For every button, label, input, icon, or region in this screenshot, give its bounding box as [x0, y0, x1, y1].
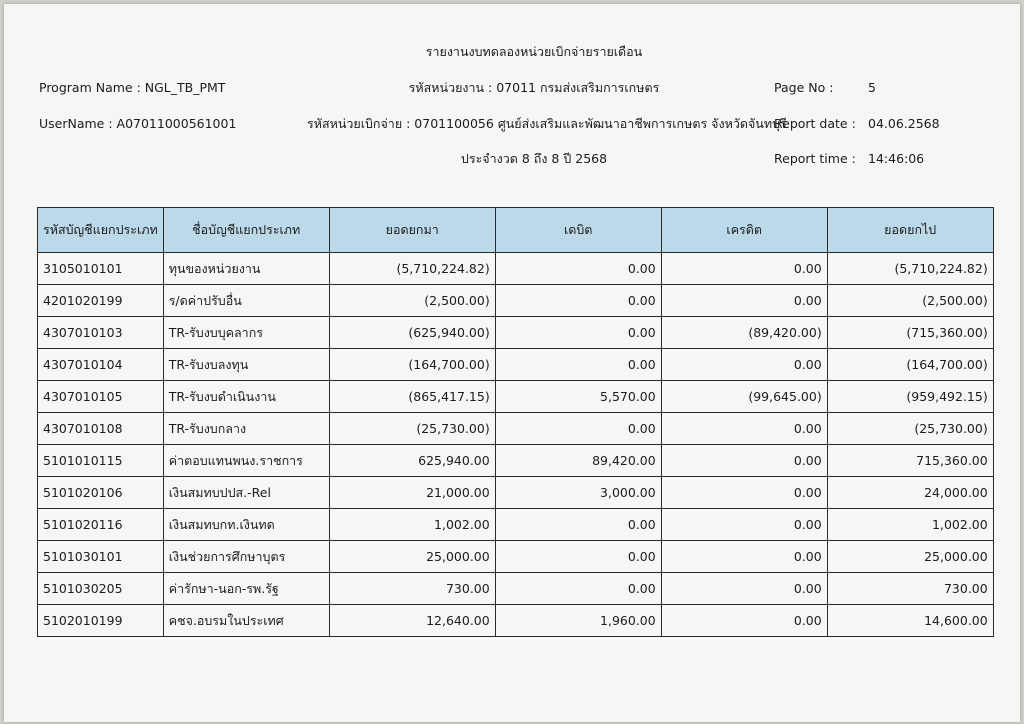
cell-debit: 0.00	[495, 509, 661, 541]
report-date-label: Report date :	[774, 116, 856, 131]
cell-credit: 0.00	[661, 413, 827, 445]
cell-opening-balance: (625,940.00)	[329, 317, 495, 349]
cell-account-name: TR-รับงบลงทุน	[163, 349, 329, 381]
table-row	[38, 541, 994, 573]
cell-credit: 0.00	[661, 509, 827, 541]
cell-debit: 1,960.00	[495, 605, 661, 637]
cell-account-code: 5101020106	[38, 477, 164, 509]
cell-credit: 0.00	[661, 477, 827, 509]
cell-credit: (89,420.00)	[661, 317, 827, 349]
report-time-label: Report time :	[774, 151, 856, 166]
cell-debit: 0.00	[495, 317, 661, 349]
cell-credit: (99,645.00)	[661, 381, 827, 413]
header-closing-balance: ยอดยกไป	[827, 208, 993, 253]
cell-account-code: 4307010108	[38, 413, 164, 445]
cell-account-name: เงินช่วยการศึกษาบุตร	[163, 541, 329, 573]
cell-opening-balance: (164,700.00)	[329, 349, 495, 381]
cell-opening-balance: (5,710,224.82)	[329, 253, 495, 285]
cell-account-name: ค่าตอบแทนพนง.ราชการ	[163, 445, 329, 477]
cell-debit: 5,570.00	[495, 381, 661, 413]
disbursing-unit: รหัสหน่วยเบิกจ่าย : 0701100056 ศูนย์ส่งเสริมและพัฒนาอาชีพการเกษตร จังหวัดจันทบุรี	[307, 116, 787, 131]
cell-account-name: TR-รับงบกลาง	[163, 413, 329, 445]
cell-debit: 0.00	[495, 285, 661, 317]
table-row	[38, 317, 994, 349]
table-row	[38, 573, 994, 605]
table-row	[38, 509, 994, 541]
cell-closing-balance: (5,710,224.82)	[827, 253, 993, 285]
cell-account-code: 5101030205	[38, 573, 164, 605]
report-date: 04.06.2568	[868, 116, 940, 131]
cell-credit: 0.00	[661, 445, 827, 477]
cell-closing-balance: 24,000.00	[827, 477, 993, 509]
cell-account-name: TR-รับงบดำเนินงาน	[163, 381, 329, 413]
cell-account-name: ทุนของหน่วยงาน	[163, 253, 329, 285]
cell-opening-balance: 12,640.00	[329, 605, 495, 637]
cell-account-code: 4307010103	[38, 317, 164, 349]
header-opening-balance: ยอดยกมา	[329, 208, 495, 253]
table-row	[38, 253, 994, 285]
cell-closing-balance: (959,492.15)	[827, 381, 993, 413]
cell-closing-balance: (164,700.00)	[827, 349, 993, 381]
cell-closing-balance: (2,500.00)	[827, 285, 993, 317]
cell-account-code: 4201020199	[38, 285, 164, 317]
cell-closing-balance: 1,002.00	[827, 509, 993, 541]
table-row	[38, 445, 994, 477]
ledger-table	[37, 207, 994, 637]
cell-closing-balance: (715,360.00)	[827, 317, 993, 349]
cell-opening-balance: (2,500.00)	[329, 285, 495, 317]
cell-opening-balance: (865,417.15)	[329, 381, 495, 413]
cell-debit: 0.00	[495, 253, 661, 285]
table-row	[38, 381, 994, 413]
cell-account-name: TR-รับงบบุคลากร	[163, 317, 329, 349]
cell-closing-balance: 14,600.00	[827, 605, 993, 637]
table-row	[38, 477, 994, 509]
cell-account-code: 5101010115	[38, 445, 164, 477]
table-row	[38, 413, 994, 445]
cell-credit: 0.00	[661, 253, 827, 285]
cell-account-name: คชจ.อบรมในประเทศ	[163, 605, 329, 637]
cell-account-code: 5101030101	[38, 541, 164, 573]
cell-credit: 0.00	[661, 349, 827, 381]
header-debit: เดบิต	[495, 208, 661, 253]
cell-debit: 0.00	[495, 413, 661, 445]
cell-opening-balance: 625,940.00	[329, 445, 495, 477]
cell-opening-balance: 21,000.00	[329, 477, 495, 509]
cell-account-name: ร/ดค่าปรับอื่น	[163, 285, 329, 317]
header-account-code: รหัสบัญชีแยกประเภท	[38, 208, 164, 253]
cell-debit: 89,420.00	[495, 445, 661, 477]
table-row	[38, 285, 994, 317]
agency-code: รหัสหน่วยงาน : 07011 กรมส่งเสริมการเกษตร	[408, 80, 660, 95]
page-number: 5	[868, 80, 876, 95]
cell-opening-balance: 1,002.00	[329, 509, 495, 541]
cell-debit: 0.00	[495, 573, 661, 605]
cell-credit: 0.00	[661, 605, 827, 637]
cell-closing-balance: 715,360.00	[827, 445, 993, 477]
cell-account-code: 4307010105	[38, 381, 164, 413]
cell-account-code: 3105010101	[38, 253, 164, 285]
table-row	[38, 349, 994, 381]
cell-account-code: 4307010104	[38, 349, 164, 381]
user-name: UserName : A07011000561001	[39, 116, 237, 131]
cell-debit: 0.00	[495, 541, 661, 573]
table-row	[38, 605, 994, 637]
program-name: Program Name : NGL_TB_PMT	[39, 80, 226, 95]
cell-account-code: 5101020116	[38, 509, 164, 541]
cell-debit: 0.00	[495, 349, 661, 381]
cell-opening-balance: 25,000.00	[329, 541, 495, 573]
cell-credit: 0.00	[661, 285, 827, 317]
header-credit: เครดิต	[661, 208, 827, 253]
cell-opening-balance: 730.00	[329, 573, 495, 605]
cell-credit: 0.00	[661, 541, 827, 573]
cell-account-name: ค่ารักษา-นอก-รพ.รัฐ	[163, 573, 329, 605]
cell-credit: 0.00	[661, 573, 827, 605]
page-label: Page No :	[774, 80, 834, 95]
report-time: 14:46:06	[868, 151, 925, 166]
report-page	[4, 4, 1020, 722]
cell-closing-balance: (25,730.00)	[827, 413, 993, 445]
report-title: รายงานงบทดลองหน่วยเบิกจ่ายรายเดือน	[425, 44, 643, 59]
header-account-name: ชื่อบัญชีแยกประเภท	[163, 208, 329, 253]
cell-debit: 3,000.00	[495, 477, 661, 509]
report-period: ประจำงวด 8 ถึง 8 ปี 2568	[460, 151, 608, 166]
cell-opening-balance: (25,730.00)	[329, 413, 495, 445]
cell-account-name: เงินสมทบกท.เงินทด	[163, 509, 329, 541]
table-header-row	[38, 208, 994, 253]
cell-closing-balance: 25,000.00	[827, 541, 993, 573]
cell-closing-balance: 730.00	[827, 573, 993, 605]
cell-account-name: เงินสมทบปปส.-Rel	[163, 477, 329, 509]
cell-account-code: 5102010199	[38, 605, 164, 637]
